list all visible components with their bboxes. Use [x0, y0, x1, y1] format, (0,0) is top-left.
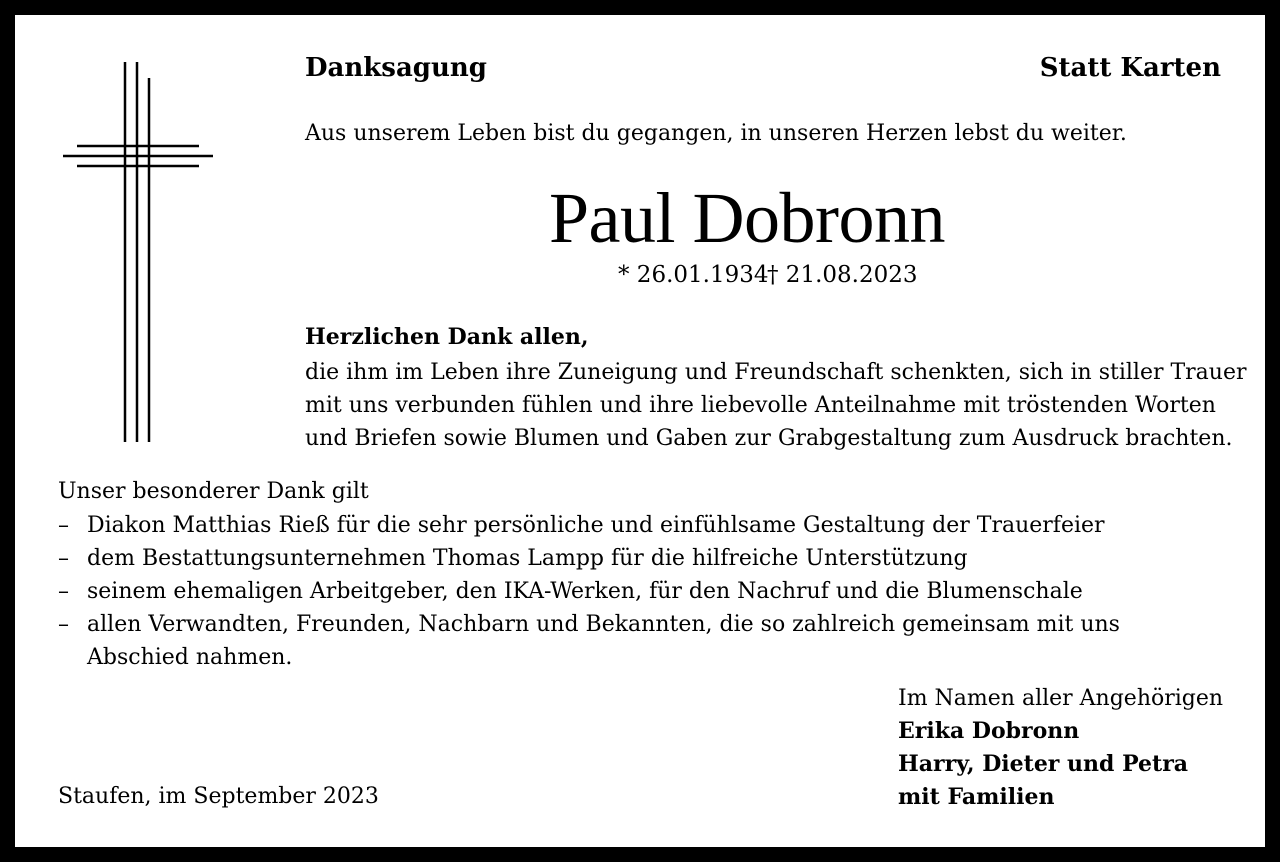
list-item-text: dem Bestattungsunternehmen Thomas Lampp für die hilfreiche Unterstützung: [87, 546, 968, 571]
cross-icon: [63, 62, 213, 442]
dash-bullet: –: [58, 513, 69, 538]
signature-name: Harry, Dieter und Petra: [898, 751, 1189, 777]
list-item: [58, 509, 1227, 542]
list-item: [58, 575, 1227, 608]
special-thanks-list: [58, 509, 1227, 674]
death-date: † 21.08.2023: [767, 262, 918, 288]
birth-date: * 26.01.1934: [618, 262, 769, 288]
place-date: Staufen, im September 2023: [58, 784, 379, 809]
list-item-text: seinem ehemaligen Arbeitgeber, den IKA-Werken, für den Nachruf und die Blumenschale: [87, 579, 1083, 604]
thanks-line: und Briefen sowie Blumen und Gaben zur Grabgestaltung zum Ausdruck brachten.: [305, 426, 1233, 451]
obituary-card: [15, 15, 1265, 847]
list-item: [58, 608, 1227, 674]
thanks-heading: Herzlichen Dank allen,: [305, 324, 589, 350]
thanks-line: die ihm im Leben ihre Zuneigung und Freundschaft schenkten, sich in stiller Trauer: [305, 360, 1247, 385]
list-item: [58, 542, 1227, 575]
thanks-line: mit uns verbunden fühlen und ihre liebevolle Anteilnahme mit tröstenden Worten: [305, 393, 1216, 418]
header-subtitle: Statt Karten: [1039, 53, 1221, 83]
signature-block: [898, 682, 1223, 814]
header-title: Danksagung: [305, 53, 487, 83]
deceased-name: Paul Dobronn: [549, 178, 945, 258]
dash-bullet: –: [58, 546, 69, 571]
dash-bullet: –: [58, 579, 69, 604]
signature-name: Erika Dobronn: [898, 718, 1080, 744]
dash-bullet: –: [58, 612, 69, 637]
signature-intro: Im Namen aller Angehörigen: [898, 686, 1224, 711]
list-item-text: allen Verwandten, Freunden, Nachbarn und Bekannten, die so zahlreich gemeinsam mit uns Abschied nahmen.: [87, 612, 1120, 670]
signature-name: mit Familien: [898, 784, 1055, 810]
list-item-text: Diakon Matthias Rieß für die sehr persönliche und einfühlsame Gestaltung der Trauerfeier: [87, 513, 1105, 538]
special-intro: Unser besonderer Dank gilt: [58, 479, 369, 504]
motto-text: Aus unserem Leben bist du gegangen, in unseren Herzen lebst du weiter.: [305, 121, 1127, 146]
